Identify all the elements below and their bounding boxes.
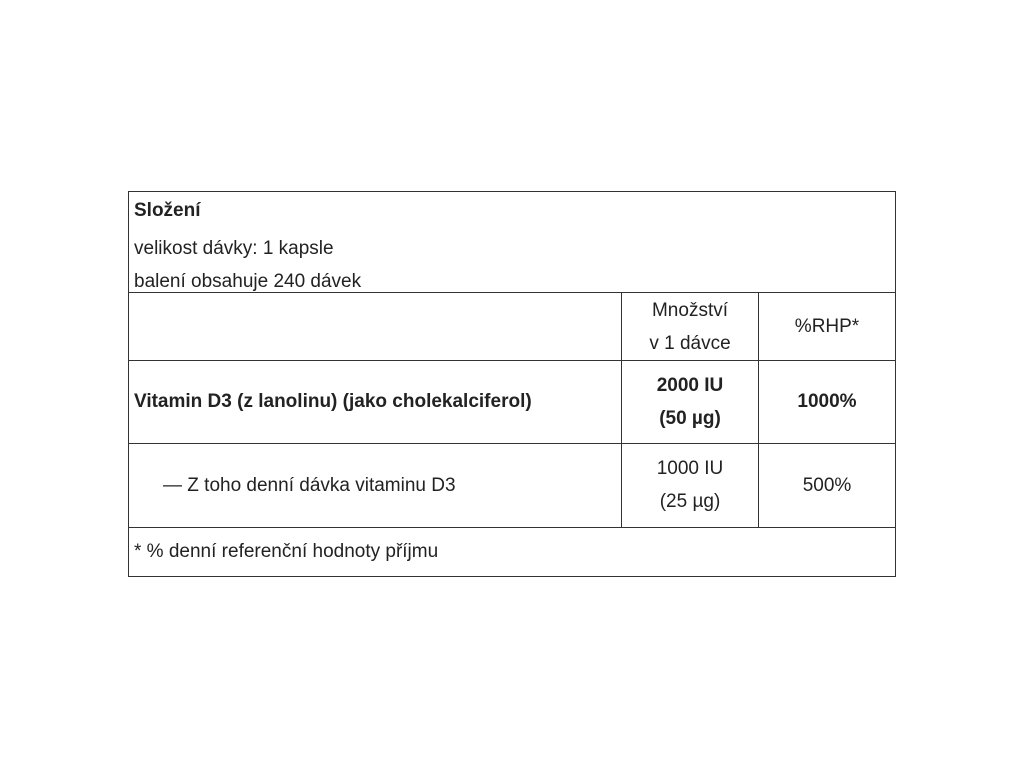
composition-title: Složení	[134, 200, 201, 221]
row-amount-ug: (25 µg)	[659, 491, 721, 512]
row-amount-iu: 1000 IU	[656, 458, 724, 479]
header-amount-line1: Množství	[651, 299, 729, 321]
serving-size: velikost dávky: 1 kapsle	[134, 238, 334, 259]
composition-table	[128, 191, 896, 577]
row-amount-ug: (50 µg)	[659, 407, 721, 429]
header-rhp-cell: %RHP*	[758, 293, 895, 360]
table-row	[129, 443, 895, 528]
row-amount-iu: 2000 IU	[656, 374, 724, 396]
row-name: Vitamin D3 (z lanolinu) (jako cholekalciferol)	[134, 391, 532, 412]
header-amount-cell	[621, 293, 758, 360]
table-row	[129, 360, 895, 444]
table-header-row	[129, 293, 895, 361]
footnote: * % denní referenční hodnoty příjmu	[134, 541, 439, 562]
composition-header	[129, 192, 895, 293]
row-rhp: 500%	[758, 443, 895, 527]
row-rhp: 1000%	[758, 360, 895, 443]
header-name-cell	[129, 293, 621, 360]
header-amount-line2: v 1 dávce	[649, 332, 731, 354]
row-name: — Z toho denní dávka vitaminu D3	[163, 474, 456, 496]
row-amount	[621, 360, 758, 443]
servings-per-pack: balení obsahuje 240 dávek	[134, 271, 362, 292]
row-amount	[621, 443, 758, 527]
